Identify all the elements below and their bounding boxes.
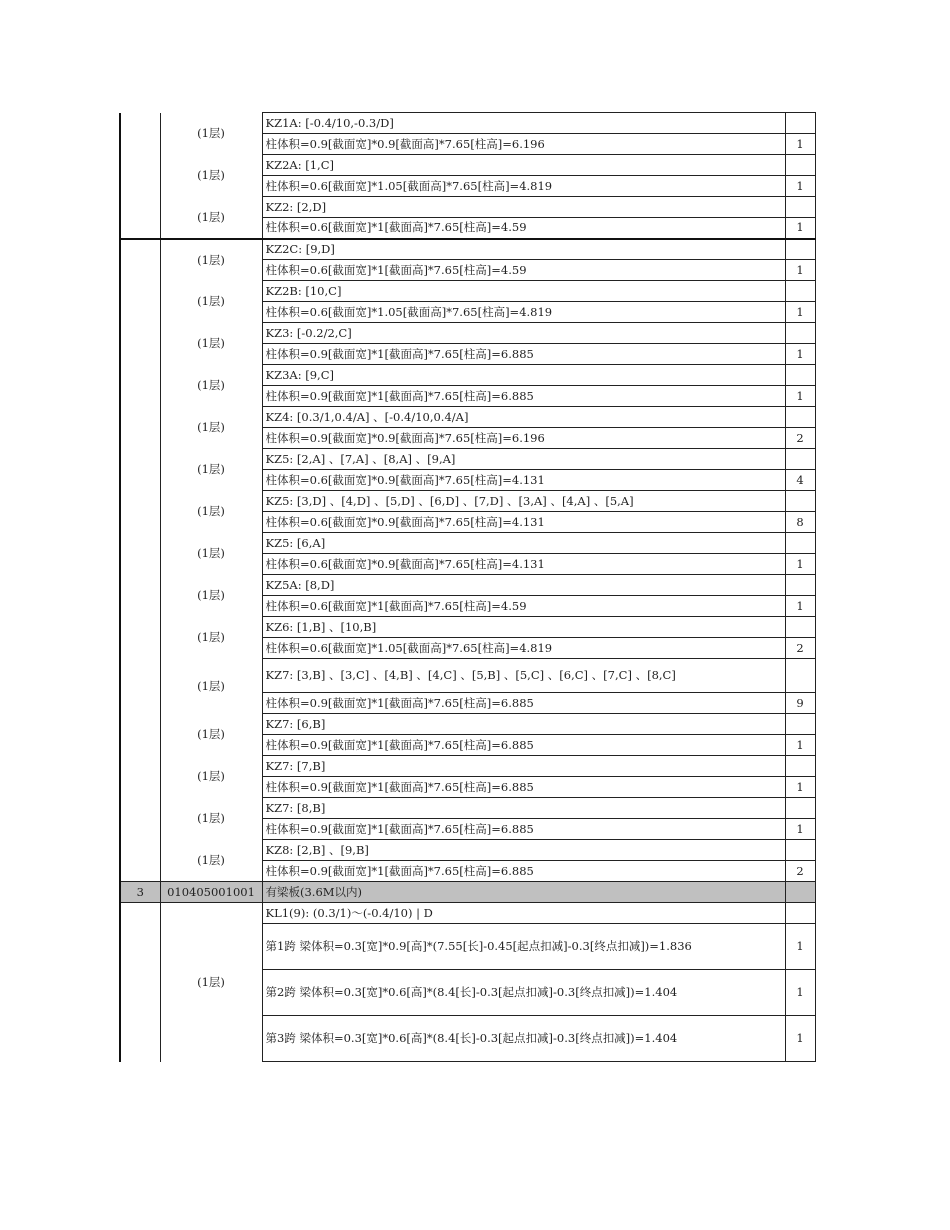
qty-cell-empty <box>785 449 815 470</box>
quantity-value: 1 <box>785 134 815 155</box>
table-body <box>120 113 815 1062</box>
floor-label: (1层) <box>160 407 262 449</box>
floor-label: (1层) <box>160 113 262 155</box>
quantity-value: 1 <box>785 924 815 970</box>
volume-formula: 柱体积=0.6[截面宽]*1.05[截面高]*7.65[柱高]=4.819 <box>262 176 785 197</box>
volume-formula: 柱体积=0.9[截面宽]*1[截面高]*7.65[柱高]=6.885 <box>262 386 785 407</box>
quantity-value: 1 <box>785 386 815 407</box>
qty-cell-empty <box>785 365 815 386</box>
volume-formula: 柱体积=0.6[截面宽]*1[截面高]*7.65[柱高]=4.59 <box>262 596 785 617</box>
volume-formula: 柱体积=0.6[截面宽]*0.9[截面高]*7.65[柱高]=4.131 <box>262 470 785 491</box>
qty-cell-empty <box>785 113 815 134</box>
table-row <box>120 407 815 428</box>
floor-label: (1层) <box>160 449 262 491</box>
floor-label: (1层) <box>160 617 262 659</box>
table-row <box>120 903 815 924</box>
quantity-calculation-table <box>119 112 816 1062</box>
component-location: KZ7: [7,B] <box>262 756 785 777</box>
volume-formula: 柱体积=0.6[截面宽]*0.9[截面高]*7.65[柱高]=4.131 <box>262 512 785 533</box>
table-row <box>120 533 815 554</box>
volume-formula: 柱体积=0.9[截面宽]*1[截面高]*7.65[柱高]=6.885 <box>262 861 785 882</box>
qty-cell-empty <box>785 491 815 512</box>
seq-cell <box>120 798 160 840</box>
component-location: KZ7: [3,B] 、[3,C] 、[4,B] 、[4,C] 、[5,B] 、[5,C] 、[6,C] 、[7,C] 、[8,C] <box>262 659 785 693</box>
qty-cell-empty <box>785 756 815 777</box>
qty-cell-empty <box>785 281 815 302</box>
seq-cell <box>120 491 160 533</box>
floor-label: (1层) <box>160 575 262 617</box>
table-row <box>120 197 815 218</box>
floor-label: (1层) <box>160 239 262 281</box>
floor-label: (1层) <box>160 281 262 323</box>
section-header-row <box>120 882 815 903</box>
quantity-value: 1 <box>785 260 815 281</box>
floor-label: (1层) <box>160 903 262 1062</box>
component-location: KZ3: [-0.2/2,C] <box>262 323 785 344</box>
volume-formula: 柱体积=0.6[截面宽]*1.05[截面高]*7.65[柱高]=4.819 <box>262 638 785 659</box>
component-location: KZ4: [0.3/1,0.4/A] 、[-0.4/10,0.4/A] <box>262 407 785 428</box>
section-title: 有梁板(3.6M以内) <box>262 882 785 903</box>
quantity-value: 9 <box>785 693 815 714</box>
qty-cell-empty <box>785 533 815 554</box>
volume-formula: 柱体积=0.9[截面宽]*1[截面高]*7.65[柱高]=6.885 <box>262 819 785 840</box>
qty-cell-empty <box>785 714 815 735</box>
qty-cell-empty <box>785 617 815 638</box>
quantity-value: 1 <box>785 777 815 798</box>
seq-cell <box>120 239 160 281</box>
table-row <box>120 575 815 596</box>
floor-label: (1层) <box>160 714 262 756</box>
component-location: KZ7: [6,B] <box>262 714 785 735</box>
span-volume-formula: 第2跨 梁体积=0.3[宽]*0.6[高]*(8.4[长]-0.3[起点扣减]-0.3[终点扣减])=1.404 <box>262 970 785 1016</box>
volume-formula: 柱体积=0.6[截面宽]*1[截面高]*7.65[柱高]=4.59 <box>262 260 785 281</box>
volume-formula: 柱体积=0.6[截面宽]*1.05[截面高]*7.65[柱高]=4.819 <box>262 302 785 323</box>
quantity-value: 1 <box>785 176 815 197</box>
table-row <box>120 449 815 470</box>
table-row <box>120 756 815 777</box>
floor-label: (1层) <box>160 365 262 407</box>
component-location: KZ2A: [1,C] <box>262 155 785 176</box>
floor-label: (1层) <box>160 798 262 840</box>
table-row <box>120 714 815 735</box>
span-volume-formula: 第1跨 梁体积=0.3[宽]*0.9[高]*(7.55[长]-0.45[起点扣减]-0.3[终点扣减])=1.836 <box>262 924 785 970</box>
section-qty <box>785 882 815 903</box>
quantity-value: 4 <box>785 470 815 491</box>
seq-cell <box>120 281 160 323</box>
component-location: KZ2B: [10,C] <box>262 281 785 302</box>
table-row <box>120 365 815 386</box>
qty-cell-empty <box>785 155 815 176</box>
quantity-value: 1 <box>785 302 815 323</box>
seq-cell <box>120 840 160 882</box>
component-location: KZ2: [2,D] <box>262 197 785 218</box>
quantity-value: 1 <box>785 218 815 239</box>
quantity-value: 1 <box>785 596 815 617</box>
volume-formula: 柱体积=0.9[截面宽]*1[截面高]*7.65[柱高]=6.885 <box>262 777 785 798</box>
seq-cell <box>120 617 160 659</box>
component-location: KZ1A: [-0.4/10,-0.3/D] <box>262 113 785 134</box>
qty-cell-empty <box>785 659 815 693</box>
qty-cell-empty <box>785 323 815 344</box>
table-row <box>120 840 815 861</box>
table-row <box>120 281 815 302</box>
volume-formula: 柱体积=0.9[截面宽]*0.9[截面高]*7.65[柱高]=6.196 <box>262 428 785 449</box>
span-volume-formula: 第3跨 梁体积=0.3[宽]*0.6[高]*(8.4[长]-0.3[起点扣减]-0.3[终点扣减])=1.404 <box>262 1016 785 1062</box>
table-row <box>120 323 815 344</box>
quantity-value: 1 <box>785 970 815 1016</box>
seq-cell <box>120 575 160 617</box>
volume-formula: 柱体积=0.9[截面宽]*1[截面高]*7.65[柱高]=6.885 <box>262 344 785 365</box>
seq-cell <box>120 533 160 575</box>
table-row <box>120 239 815 260</box>
floor-label: (1层) <box>160 756 262 798</box>
quantity-value: 1 <box>785 1016 815 1062</box>
component-location: KZ5: [2,A] 、[7,A] 、[8,A] 、[9,A] <box>262 449 785 470</box>
table-row <box>120 113 815 134</box>
seq-cell <box>120 323 160 365</box>
seq-cell <box>120 714 160 756</box>
quantity-value: 1 <box>785 819 815 840</box>
qty-cell-empty <box>785 840 815 861</box>
component-location: KZ5: [6,A] <box>262 533 785 554</box>
table-row <box>120 659 815 693</box>
qty-cell-empty <box>785 575 815 596</box>
floor-label: (1层) <box>160 840 262 882</box>
table-row <box>120 798 815 819</box>
quantity-value: 1 <box>785 735 815 756</box>
component-location: KZ5A: [8,D] <box>262 575 785 596</box>
quantity-value: 2 <box>785 638 815 659</box>
qty-cell-empty <box>785 197 815 218</box>
volume-formula: 柱体积=0.6[截面宽]*0.9[截面高]*7.65[柱高]=4.131 <box>262 554 785 575</box>
floor-label: (1层) <box>160 323 262 365</box>
qty-cell-empty <box>785 239 815 260</box>
floor-label: (1层) <box>160 197 262 239</box>
component-location: KZ7: [8,B] <box>262 798 785 819</box>
beam-location: KL1(9): (0.3/1)～(-0.4/10) | D <box>262 903 785 924</box>
qty-cell-empty <box>785 798 815 819</box>
seq-cell <box>120 407 160 449</box>
floor-label: (1层) <box>160 155 262 197</box>
table-row <box>120 617 815 638</box>
quantity-value: 2 <box>785 428 815 449</box>
qty-cell-empty <box>785 903 815 924</box>
quantity-value: 1 <box>785 554 815 575</box>
quantity-value: 2 <box>785 861 815 882</box>
volume-formula: 柱体积=0.9[截面宽]*0.9[截面高]*7.65[柱高]=6.196 <box>262 134 785 155</box>
quantity-value: 1 <box>785 344 815 365</box>
component-location: KZ8: [2,B] 、[9,B] <box>262 840 785 861</box>
seq-cell <box>120 449 160 491</box>
floor-label: (1层) <box>160 533 262 575</box>
volume-formula: 柱体积=0.6[截面宽]*1[截面高]*7.65[柱高]=4.59 <box>262 218 785 239</box>
quantity-value: 8 <box>785 512 815 533</box>
seq-cell <box>120 155 160 197</box>
floor-label: (1层) <box>160 659 262 714</box>
component-location: KZ6: [1,B] 、[10,B] <box>262 617 785 638</box>
seq-cell <box>120 756 160 798</box>
seq-cell <box>120 365 160 407</box>
component-location: KZ2C: [9,D] <box>262 239 785 260</box>
seq-cell <box>120 113 160 155</box>
floor-label: (1层) <box>160 491 262 533</box>
component-location: KZ5: [3,D] 、[4,D] 、[5,D] 、[6,D] 、[7,D] 、[3,A] 、[4,A] 、[5,A] <box>262 491 785 512</box>
section-code: 010405001001 <box>160 882 262 903</box>
section-number: 3 <box>120 882 160 903</box>
table-row <box>120 491 815 512</box>
volume-formula: 柱体积=0.9[截面宽]*1[截面高]*7.65[柱高]=6.885 <box>262 693 785 714</box>
table-row <box>120 155 815 176</box>
seq-cell <box>120 903 160 1062</box>
seq-cell <box>120 659 160 714</box>
component-location: KZ3A: [9,C] <box>262 365 785 386</box>
seq-cell <box>120 197 160 239</box>
volume-formula: 柱体积=0.9[截面宽]*1[截面高]*7.65[柱高]=6.885 <box>262 735 785 756</box>
qty-cell-empty <box>785 407 815 428</box>
